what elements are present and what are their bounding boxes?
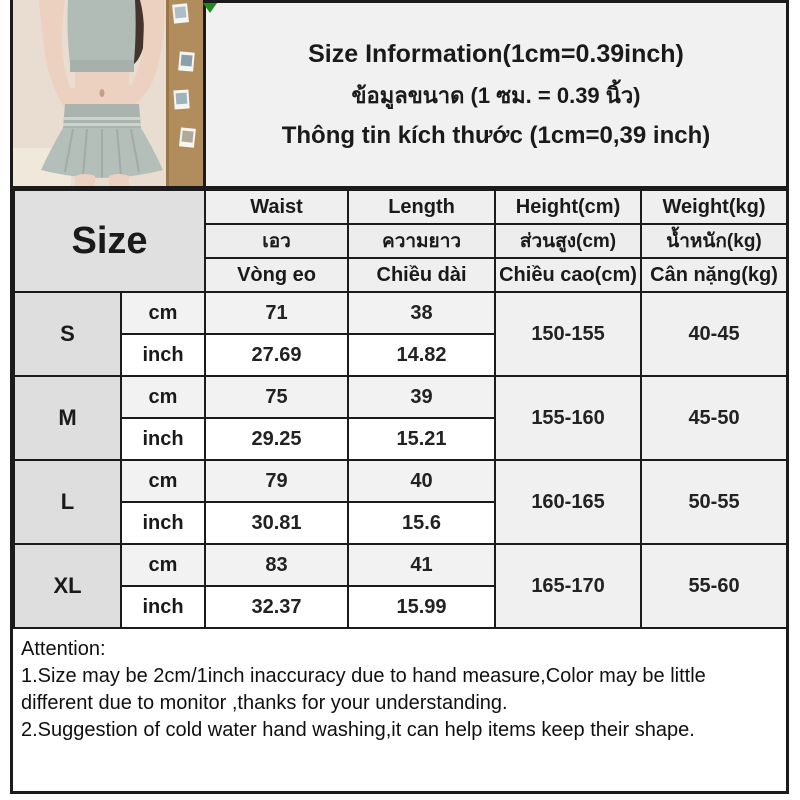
column-header-vi-height: Chiều cao(cm) bbox=[495, 258, 641, 292]
waist-inch-l: 30.81 bbox=[205, 502, 348, 544]
left-leg bbox=[75, 174, 95, 186]
length-inch-m: 15.21 bbox=[348, 418, 495, 460]
attention-note-2: 2.Suggestion of cold water hand washing,it can help items keep their shape. bbox=[21, 719, 695, 741]
length-inch-l: 15.6 bbox=[348, 502, 495, 544]
unit-label-cm: cm bbox=[121, 292, 205, 334]
size-chart-sheet bbox=[10, 0, 789, 794]
size-table bbox=[13, 189, 788, 629]
waist-cm-m: 75 bbox=[205, 376, 348, 418]
attention-note-1: 1.Size may be 2cm/1inch inaccuracy due to hand measure,Color may be little different due to monitor ,thanks for your understanding. bbox=[21, 665, 706, 714]
title-english: Size Information(1cm=0.39inch) bbox=[308, 39, 684, 68]
waist-inch-xl: 32.37 bbox=[205, 586, 348, 628]
table-row-m-cm bbox=[14, 376, 787, 418]
length-inch-s: 14.82 bbox=[348, 334, 495, 376]
length-cm-xl: 41 bbox=[348, 544, 495, 586]
unit-label-cm: cm bbox=[121, 544, 205, 586]
size-label-m: M bbox=[14, 376, 121, 460]
length-cm-l: 40 bbox=[348, 460, 495, 502]
size-label-xl: XL bbox=[14, 544, 121, 628]
column-header-en-height: Height(cm) bbox=[495, 190, 641, 224]
weight-range-s: 40-45 bbox=[641, 292, 787, 376]
top-section bbox=[13, 0, 786, 189]
height-range-s: 150-155 bbox=[495, 292, 641, 376]
model-photo-illustration bbox=[13, 0, 203, 186]
wood-panel bbox=[166, 0, 203, 186]
column-header-vi-weight: Cân nặng(kg) bbox=[641, 258, 787, 292]
size-label-s: S bbox=[14, 292, 121, 376]
column-header-th-height: ส่วนสูง(cm) bbox=[495, 224, 641, 258]
size-header-cell: Size bbox=[14, 190, 205, 292]
size-label-l: L bbox=[14, 460, 121, 544]
waistband-stripe-1 bbox=[64, 117, 140, 120]
unit-label-inch: inch bbox=[121, 418, 205, 460]
column-header-th-length: ความยาว bbox=[348, 224, 495, 258]
title-vietnamese: Thông tin kích thước (1cm=0,39 inch) bbox=[281, 121, 711, 149]
table-row-xl-cm bbox=[14, 544, 787, 586]
column-header-th-waist: เอว bbox=[205, 224, 348, 258]
waist-cm-xl: 83 bbox=[205, 544, 348, 586]
title-block bbox=[203, 0, 786, 186]
weight-range-l: 50-55 bbox=[641, 460, 787, 544]
unit-label-cm: cm bbox=[121, 460, 205, 502]
weight-range-m: 45-50 bbox=[641, 376, 787, 460]
waistband-stripe-2 bbox=[63, 123, 141, 126]
column-header-en-weight: Weight(kg) bbox=[641, 190, 787, 224]
unit-label-inch: inch bbox=[121, 334, 205, 376]
height-range-l: 160-165 bbox=[495, 460, 641, 544]
title-thai: ข้อมูลขนาด (1 ซม. = 0.39 นิ้ว) bbox=[351, 82, 641, 108]
tank-top-hem bbox=[70, 60, 134, 72]
column-header-th-weight: น้ำหนัก(kg) bbox=[641, 224, 787, 258]
attention-heading: Attention: bbox=[21, 638, 106, 660]
product-photo bbox=[13, 0, 203, 186]
unit-label-cm: cm bbox=[121, 376, 205, 418]
table-row-l-cm bbox=[14, 460, 787, 502]
length-cm-m: 39 bbox=[348, 376, 495, 418]
column-header-en-length: Length bbox=[348, 190, 495, 224]
weight-range-xl: 55-60 bbox=[641, 544, 787, 628]
length-cm-s: 38 bbox=[348, 292, 495, 334]
unit-label-inch: inch bbox=[121, 586, 205, 628]
waist-inch-s: 27.69 bbox=[205, 334, 348, 376]
navel bbox=[100, 89, 105, 97]
table-row-s-cm bbox=[14, 292, 787, 334]
waist-cm-s: 71 bbox=[205, 292, 348, 334]
green-corner-marker-icon bbox=[203, 3, 217, 13]
attention-section bbox=[13, 629, 786, 791]
column-header-en-waist: Waist bbox=[205, 190, 348, 224]
length-inch-xl: 15.99 bbox=[348, 586, 495, 628]
unit-label-inch: inch bbox=[121, 502, 205, 544]
waist-cm-l: 79 bbox=[205, 460, 348, 502]
column-header-vi-length: Chiều dài bbox=[348, 258, 495, 292]
height-range-xl: 165-170 bbox=[495, 544, 641, 628]
height-range-m: 155-160 bbox=[495, 376, 641, 460]
right-leg bbox=[109, 174, 129, 186]
waist-inch-m: 29.25 bbox=[205, 418, 348, 460]
column-header-vi-waist: Vòng eo bbox=[205, 258, 348, 292]
